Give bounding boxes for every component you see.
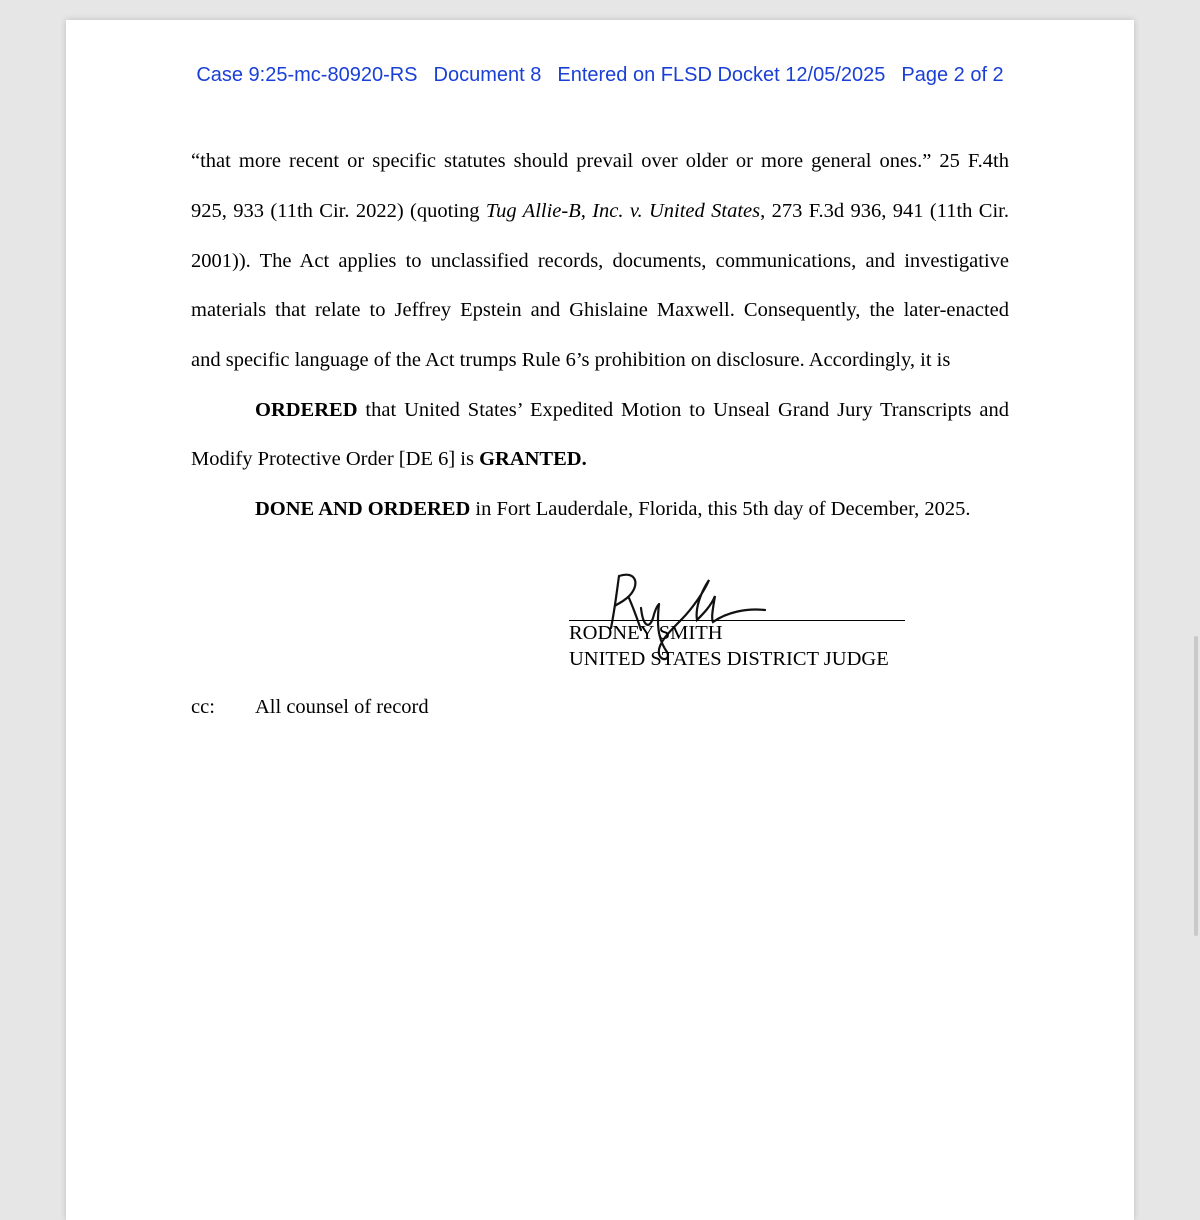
case-citation: Tug Allie-B, Inc. v. United States <box>485 200 761 222</box>
signature-block <box>569 570 909 710</box>
case-number: Case 9:25-mc-80920-RS <box>196 64 418 86</box>
document-page <box>66 20 1134 1220</box>
signature-line <box>569 620 905 621</box>
body-line-3: 2001)). The Act applies to unclassified records, documents, communications, and investigative <box>191 250 1009 272</box>
page-number: Page 2 of 2 <box>901 64 1004 86</box>
ordered-heading: ORDERED <box>255 399 358 421</box>
body-line-4: materials that relate to Jeffrey Epstein and Ghislaine Maxwell. Consequently, the later-enacted <box>191 299 1009 321</box>
granted-line: Modify Protective Order [DE 6] is GRANTED. <box>191 448 587 470</box>
body-line-5: and specific language of the Act trumps Rule 6’s prohibition on disclosure. Accordingly, it is <box>191 349 951 371</box>
judge-name: RODNEY SMITH <box>569 622 723 644</box>
body-line-2: 925, 933 (11th Cir. 2022) (quoting Tug Allie-B, Inc. v. United States, 273 F.3d 936, 941 (11th Cir. <box>191 200 1009 222</box>
docket-header <box>66 64 1134 87</box>
cc-label: cc: <box>191 696 215 718</box>
ordered-paragraph: ORDERED that United States’ Expedited Motion to Unseal Grand Jury Transcripts and <box>255 399 1009 421</box>
done-and-ordered-line: DONE AND ORDERED in Fort Lauderdale, Florida, this 5th day of December, 2025. <box>255 498 971 520</box>
granted-text: GRANTED. <box>479 448 587 470</box>
judge-title: UNITED STATES DISTRICT JUDGE <box>569 648 889 670</box>
body-line-1: “that more recent or specific statutes should prevail over older or more general ones.” 25 F.4th <box>191 150 1009 172</box>
cc-recipients: All counsel of record <box>255 696 429 718</box>
scrollbar-thumb[interactable] <box>1194 636 1198 936</box>
document-number: Document 8 <box>433 64 542 86</box>
entered-date: Entered on FLSD Docket 12/05/2025 <box>557 64 886 86</box>
done-and-ordered-heading: DONE AND ORDERED <box>255 498 471 520</box>
